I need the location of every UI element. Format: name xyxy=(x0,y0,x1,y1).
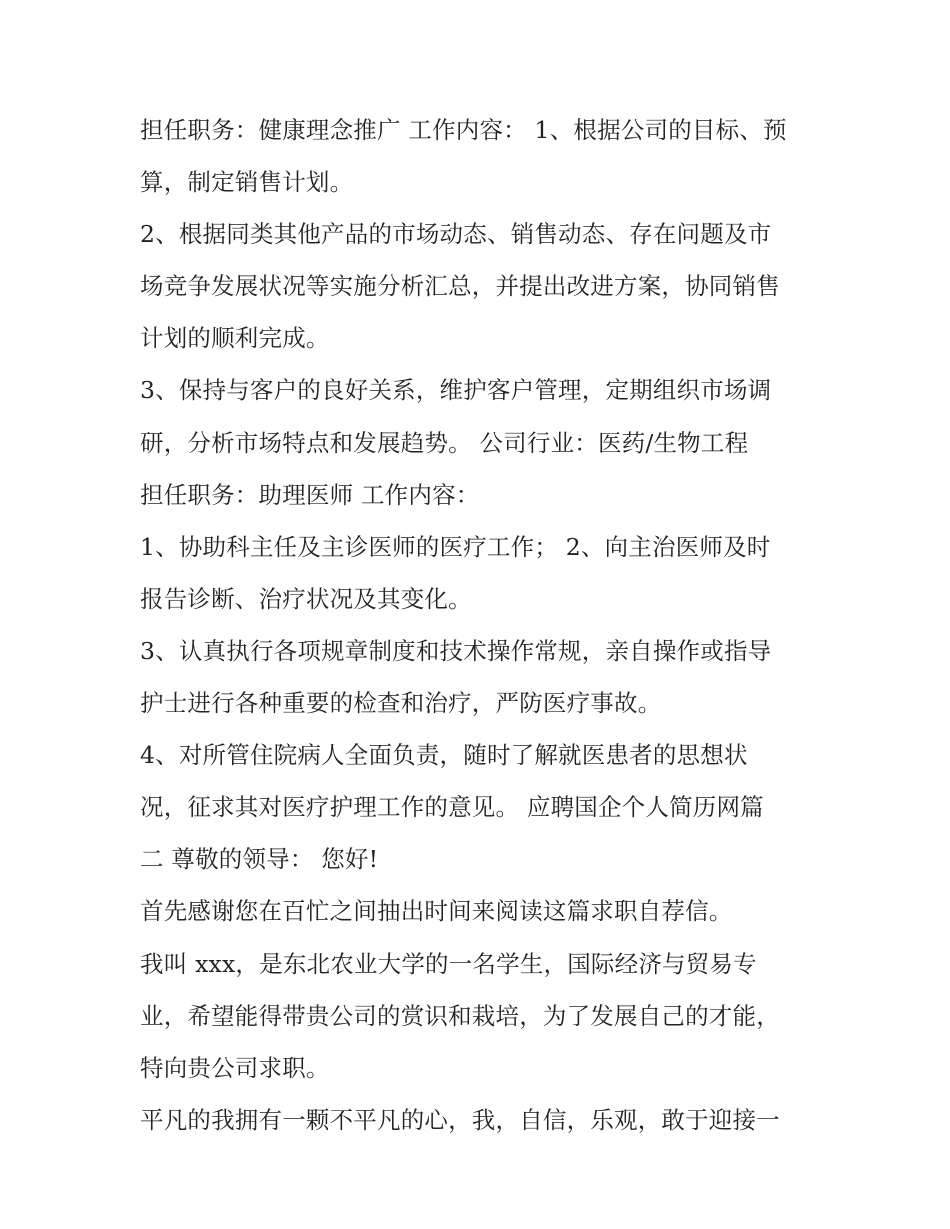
text-line-10: 报告诊断、治疗状况及其变化。 xyxy=(140,584,472,613)
text-line-17: 我叫 xxx，是东北农业大学的一名学生，国际经济与贸易专 xyxy=(140,949,757,978)
text-line-1: 担任职务：健康理念推广 工作内容： 1、根据公司的目标、预 xyxy=(140,116,787,144)
text-line-4: 场竞争发展状况等实施分析汇总，并提出改进方案，协同销售 xyxy=(140,272,780,301)
text-line-8: 担任职务：助理医师 工作内容： xyxy=(140,480,480,509)
text-line-11: 3、认真执行各项规章制度和技术操作常规，亲自操作或指导 xyxy=(140,636,772,665)
text-line-19: 特向贵公司求职。 xyxy=(140,1053,330,1082)
text-line-15: 二 尊敬的领导： 您好! xyxy=(140,845,379,874)
text-line-14: 况，征求其对医疗护理工作的意见。 应聘国企个人简历网篇 xyxy=(140,793,764,822)
document-body xyxy=(140,110,820,1152)
text-line-2: 算，制定销售计划。 xyxy=(140,168,354,197)
text-line-6: 3、保持与客户的良好关系，维护客户管理，定期组织市场调 xyxy=(140,376,772,405)
text-line-5: 计划的顺利完成。 xyxy=(140,324,330,353)
text-line-3: 2、根据同类其他产品的市场动态、销售动态、存在问题及市 xyxy=(140,220,772,249)
text-line-16: 首先感谢您在百忙之间抽出时间来阅读这篇求职自荐信。 xyxy=(140,897,733,926)
text-line-9: 1、协助科主任及主诊医师的医疗工作； 2、向主治医师及时 xyxy=(140,532,771,561)
text-line-18: 业，希望能得带贵公司的赏识和栽培，为了发展自己的才能， xyxy=(140,1001,780,1030)
text-line-20: 平凡的我拥有一颗不平凡的心，我，自信，乐观，敢于迎接一 xyxy=(140,1105,780,1134)
text-line-12: 护士进行各种重要的检查和治疗，严防医疗事故。 xyxy=(140,689,662,718)
text-line-7: 研，分析市场特点和发展趋势。 公司行业：医药/生物工程 xyxy=(140,428,749,457)
text-line-13: 4、对所管住院病人全面负责，随时了解就医患者的思想状 xyxy=(140,741,748,770)
